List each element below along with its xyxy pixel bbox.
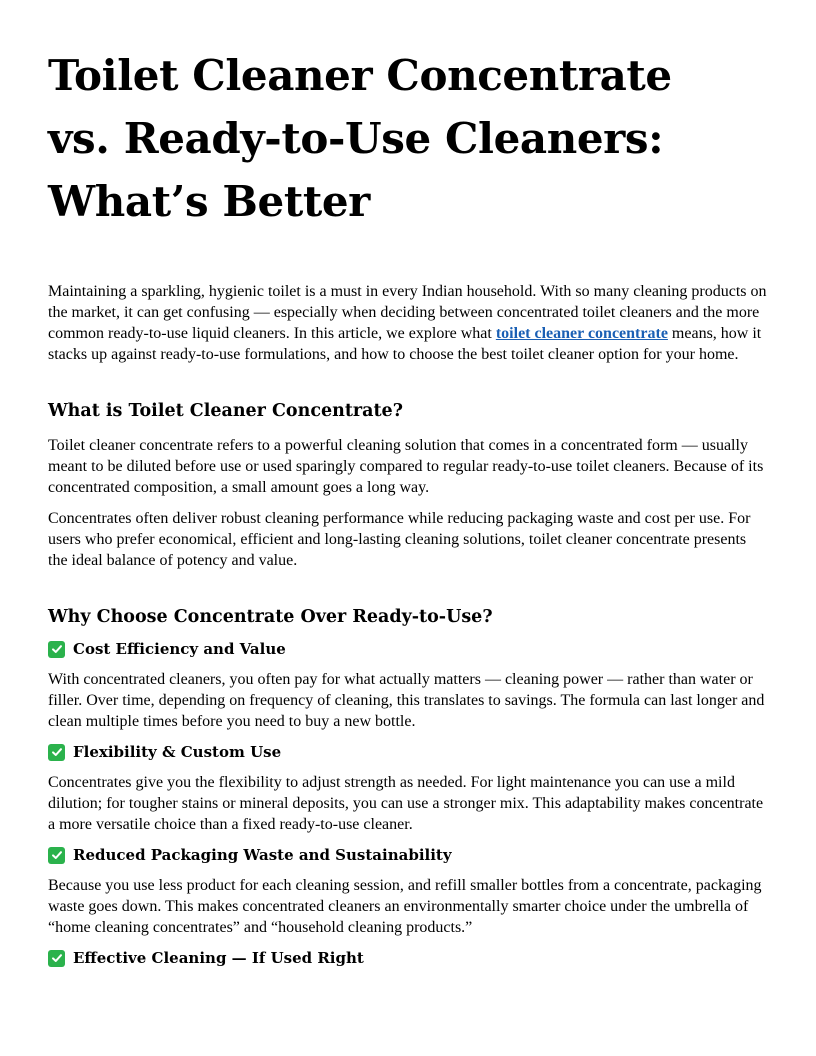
intro-text-after-link: means, how it stacks up against ready-to-use formulations, and how to choose the best toilet cleaner option for your home. — [48, 325, 762, 363]
point-title: Flexibility & Custom Use — [73, 743, 282, 761]
point-cost-efficiency-heading — [48, 637, 768, 661]
point-title: Reduced Packaging Waste and Sustainability — [73, 846, 452, 864]
point-flexibility-text: Concentrates give you the flexibility to adjust strength as needed. For light maintenance you can use a mild dilution; for tougher stains or mineral deposits, you can use a stronger mix. This adaptability makes concentrate a more versatile choice than a fixed ready-to-use cleaner. — [48, 774, 764, 833]
intro-paragraph — [48, 281, 768, 365]
toilet-cleaner-concentrate-link[interactable]: toilet cleaner concentrate — [495, 325, 668, 342]
section-heading-what-is: What is Toilet Cleaner Concentrate? — [48, 401, 403, 421]
page-title-line-3: What’s Better — [48, 177, 370, 226]
section-heading-why-choose: Why Choose Concentrate Over Ready-to-Use? — [48, 607, 493, 627]
point-reduced-packaging-heading — [48, 843, 768, 867]
point-flexibility-heading — [48, 740, 768, 764]
intro-text-before-link: Maintaining a sparkling, hygienic toilet is a must in every Indian household. With so many cleaning products on the market, it can get confusing — especially when deciding between concentrated toilet cleaners and the more common ready-to-use liquid cleaners. In this article, we explore what — [48, 283, 767, 342]
point-effective-cleaning-heading — [48, 946, 768, 970]
check-mark-button-icon — [48, 641, 65, 658]
check-mark-button-icon — [48, 950, 65, 967]
check-mark-button-icon — [48, 744, 65, 761]
check-mark-button-icon — [48, 847, 65, 864]
page-title-line-2: vs. Ready-to-Use Cleaners: — [48, 114, 664, 163]
page-title — [48, 0, 768, 233]
what-is-paragraph-2: Concentrates often deliver robust cleaning performance while reducing packaging waste and cost per use. For users who prefer economical, efficient and long-lasting cleaning solutions, toilet cleaner concentrate presents the ideal balance of potency and value. — [48, 510, 751, 569]
what-is-paragraph-1: Toilet cleaner concentrate refers to a powerful cleaning solution that comes in a concentrated form — usually meant to be diluted before use or used sparingly compared to regular ready-to-use toilet cleaners. Because of its concentrated composition, a small amount goes a long way. — [48, 437, 764, 496]
page-title-line-1: Toilet Cleaner Concentrate — [48, 51, 672, 100]
point-reduced-packaging-text: Because you use less product for each cleaning session, and refill smaller bottles from a concentrate, packaging waste goes down. This makes concentrated cleaners an environmentally smarter choice under the umbrella of “home cleaning concentrates” and “household cleaning products.” — [48, 877, 762, 936]
point-title: Effective Cleaning — If Used Right — [73, 949, 364, 967]
point-title: Cost Efficiency and Value — [73, 640, 286, 658]
point-cost-efficiency-text: With concentrated cleaners, you often pay for what actually matters — cleaning power — rather than water or filler. Over time, depending on frequency of cleaning, this translates to savings. The formula can last longer and clean multiple times before you need to buy a new bottle. — [48, 671, 765, 730]
